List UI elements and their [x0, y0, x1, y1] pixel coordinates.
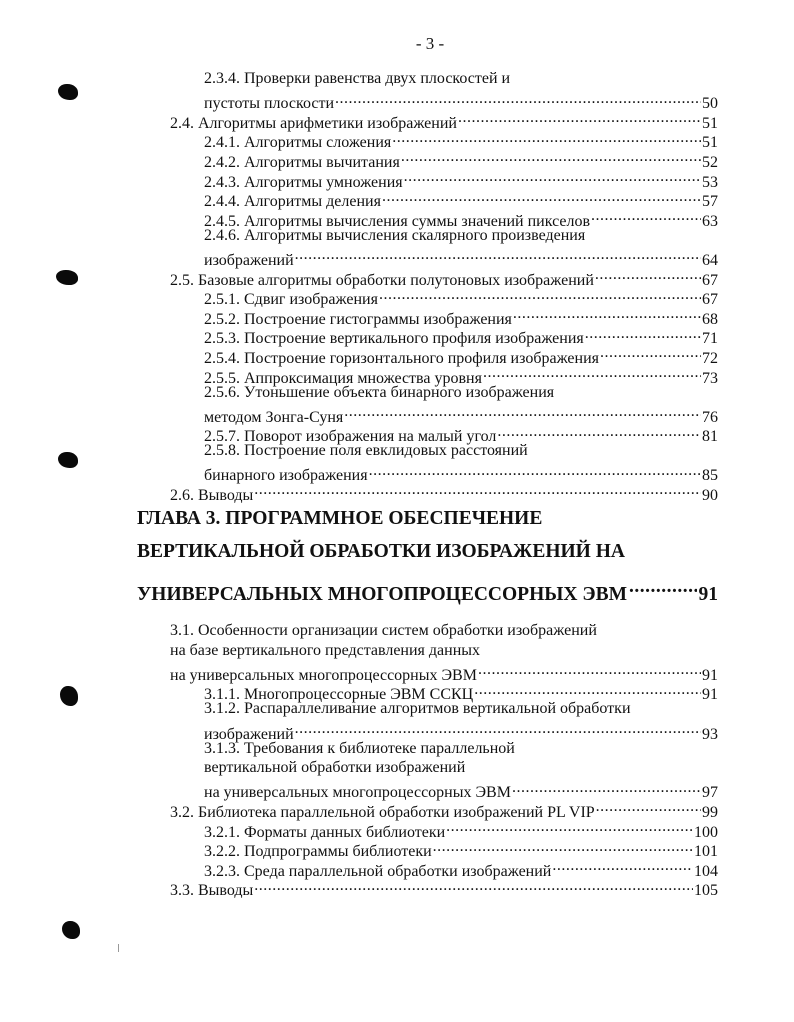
- toc-entry-title: 2.4.5. Алгоритмы вычисления суммы значений пикселов: [204, 212, 591, 230]
- toc-entry-title: 2.4.2. Алгоритмы вычитания: [204, 153, 400, 171]
- page-number: - 3 -: [415, 34, 445, 53]
- toc-section-3: [0, 621, 794, 900]
- dot-leader: [513, 304, 701, 324]
- toc-entry-title: 3.2.3. Среда параллельной обработки изображений: [204, 862, 552, 880]
- toc-entry: [0, 641, 718, 661]
- toc-entry-title: на базе вертикального представления данных: [170, 641, 481, 659]
- dot-leader: [585, 324, 701, 344]
- dot-leader: [295, 245, 701, 265]
- toc-entry: [0, 441, 718, 461]
- dot-leader: [483, 363, 701, 383]
- toc-section-2: [0, 69, 794, 505]
- dot-leader: [254, 480, 701, 500]
- scan-mark: [118, 944, 119, 952]
- toc-entry-title: 2.5.4. Построение горизонтального профиля изображения: [204, 349, 600, 367]
- toc-entry-title: 2.4.3. Алгоритмы умножения: [204, 173, 403, 191]
- toc-entry: [0, 89, 718, 113]
- toc-entry-title: 2.5.7. Поворот изображения на малый угол: [204, 428, 497, 446]
- toc-entry-page: 81: [702, 428, 718, 446]
- dot-leader: [458, 108, 701, 128]
- dot-leader: [369, 461, 701, 481]
- dot-leader: [596, 797, 701, 817]
- toc-entry-title: вертикальной обработки изображений: [204, 759, 466, 777]
- toc-entry-page: 97: [702, 784, 718, 802]
- toc-entry-page: 57: [702, 193, 718, 211]
- toc-entry-page: 64: [702, 251, 718, 269]
- toc-entry-page: 68: [702, 310, 718, 328]
- toc-entry-title: 3.2.2. Подпрограммы библиотеки: [204, 843, 432, 861]
- dot-leader: [478, 660, 701, 680]
- toc-entry-page: 63: [702, 212, 718, 230]
- toc-entry-page: 51: [702, 114, 718, 132]
- toc-entry-page: 76: [702, 408, 718, 426]
- toc-entry: [0, 480, 718, 505]
- toc-entry: [0, 226, 718, 246]
- toc-entry-title: бинарного изображения: [204, 467, 368, 485]
- toc-entry: [0, 719, 718, 743]
- ink-blot: [62, 921, 80, 939]
- dot-leader: [382, 187, 701, 207]
- chapter-3-page: 91: [698, 584, 718, 605]
- toc-entry-page: 72: [702, 349, 718, 367]
- dot-leader: [512, 778, 701, 798]
- toc-entry-title: 2.5.3. Построение вертикального профиля изображения: [204, 330, 584, 348]
- toc-entry-title: 2.5.8. Построение поля евклидовых расстояний: [204, 442, 528, 460]
- toc-entry: [0, 699, 718, 719]
- dot-leader: [629, 576, 697, 600]
- toc-entry-title: 3.2. Библиотека параллельной обработки изображений PL VIP: [170, 803, 595, 821]
- dot-leader: [401, 147, 701, 167]
- dot-leader: [591, 206, 701, 226]
- toc-entry: [0, 660, 718, 684]
- toc-entry-page: 67: [702, 291, 718, 309]
- toc-entry: [0, 876, 718, 900]
- dot-leader: [379, 285, 701, 305]
- toc-entry-title: 2.4.1. Алгоритмы сложения: [204, 134, 392, 152]
- chapter-3-heading-line-1: ГЛАВА 3. ПРОГРАММНОЕ ОБЕСПЕЧЕНИЕ: [137, 508, 543, 529]
- toc-entry-page: 67: [702, 271, 718, 289]
- toc-entry-title: на универсальных многопроцессорных ЭВМ: [170, 666, 477, 684]
- toc-entry-page: 105: [694, 882, 718, 900]
- toc-entry-page: 93: [702, 725, 718, 743]
- toc-entry-page: 99: [702, 803, 718, 821]
- chapter-3-heading-text: УНИВЕРСАЛЬНЫХ МНОГОПРОЦЕССОРНЫХ ЭВМ: [137, 584, 627, 605]
- dot-leader: [392, 128, 701, 148]
- toc-entry-title: 3.3. Выводы: [170, 882, 254, 900]
- toc-entry-title: 2.4.4. Алгоритмы деления: [204, 193, 381, 211]
- toc-entry-title: 3.1. Особенности организации систем обработки изображений: [170, 622, 597, 639]
- toc-entry-page: 52: [702, 153, 718, 171]
- toc-entry-page: 51: [702, 134, 718, 152]
- toc-entry-title: 2.4. Алгоритмы арифметики изображений: [170, 114, 457, 132]
- toc-entry-page: 73: [702, 369, 718, 387]
- toc-entry-page: 91: [702, 686, 718, 704]
- toc-entry-page: 101: [694, 843, 718, 861]
- dot-leader: [474, 680, 701, 700]
- toc-entry: [0, 245, 718, 269]
- dot-leader: [600, 343, 701, 363]
- toc-entry-title: 3.2.1. Форматы данных библиотеки: [204, 823, 446, 841]
- dot-leader: [295, 719, 701, 739]
- toc-entry-title: 2.5.1. Сдвиг изображения: [204, 291, 378, 309]
- dot-leader: [552, 856, 693, 876]
- toc-entry: [0, 739, 718, 759]
- dot-leader: [404, 167, 701, 187]
- dot-leader: [335, 89, 701, 109]
- toc-entry-title: изображений: [204, 725, 294, 743]
- toc-entry-title: на универсальных многопроцессорных ЭВМ: [204, 784, 511, 802]
- dot-leader: [497, 422, 701, 442]
- toc-entry-title: пустоты плоскости: [204, 95, 335, 113]
- toc-entry-page: 53: [702, 173, 718, 191]
- toc-entry-title: 3.1.3. Требования к библиотеке параллельной: [204, 739, 515, 757]
- toc-entry: [0, 108, 718, 132]
- toc-entry-title: 2.5.6. Утоньшение объекта бинарного изображения: [204, 383, 555, 401]
- toc-entry-title: 2.5.2. Построение гистограммы изображения: [204, 310, 512, 328]
- dot-leader: [254, 876, 693, 896]
- toc-entry: [0, 778, 718, 802]
- toc-entry-title: методом Зонга-Суня: [204, 408, 344, 426]
- toc-entry: [0, 69, 718, 89]
- dot-leader: [446, 817, 693, 837]
- toc-entry-title: 2.5.5. Аппроксимация множества уровня: [204, 369, 482, 387]
- toc-entry-page: 85: [702, 467, 718, 485]
- toc-entry-page: 104: [694, 862, 718, 880]
- dot-leader: [595, 265, 701, 285]
- toc-entry: [0, 422, 718, 446]
- toc-entry: [0, 383, 718, 403]
- toc-entry: [0, 402, 718, 426]
- toc-entry-title: 3.1.2. Распараллеливание алгоритмов вертикальной обработки: [204, 700, 631, 718]
- toc-entry-page: 90: [702, 487, 718, 505]
- chapter-3-heading-line-3: [137, 576, 718, 606]
- toc-entry-page: 100: [694, 823, 718, 841]
- toc-entry-title: 2.5. Базовые алгоритмы обработки полутоновых изображений: [170, 271, 594, 289]
- toc-entry-title: 2.6. Выводы: [170, 487, 254, 505]
- chapter-3-heading-line-2: ВЕРТИКАЛЬНОЙ ОБРАБОТКИ ИЗОБРАЖЕНИЙ НА: [137, 541, 625, 562]
- toc-entry-page: 71: [702, 330, 718, 348]
- toc-entry-page: 91: [702, 666, 718, 684]
- toc-entry-title: изображений: [204, 251, 294, 269]
- toc-entry: [0, 265, 718, 289]
- toc-entry: [0, 621, 718, 641]
- dot-leader: [433, 837, 693, 857]
- toc-entry: [0, 461, 718, 485]
- toc-entry-title: 2.3.4. Проверки равенства двух плоскостей и: [204, 70, 511, 87]
- toc-entry-title: 2.4.6. Алгоритмы вычисления скалярного произведения: [204, 226, 586, 244]
- toc-entry-title: 3.1.1. Многопроцессорные ЭВМ ССКЦ: [204, 686, 474, 704]
- toc-entry-page: 50: [702, 95, 718, 113]
- toc-entry: [0, 758, 718, 778]
- dot-leader: [344, 402, 701, 422]
